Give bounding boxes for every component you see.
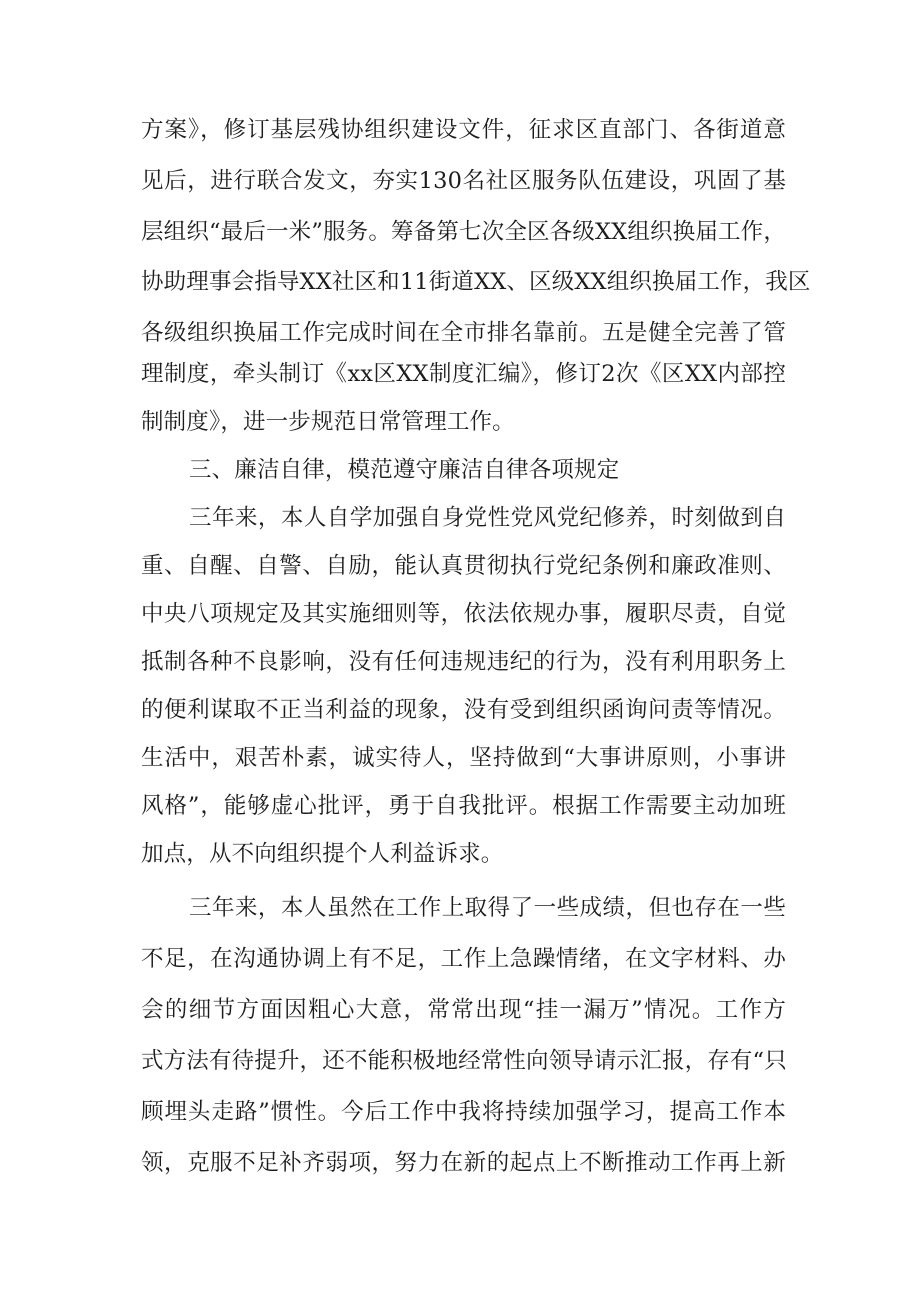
text-line: 重、自醒、自警、自励，能认真贯彻执行党纪条例和廉政准则、 [141, 553, 786, 579]
text-line: 式方法有待提升，还不能积极地经常性向领导请示汇报，存有“只 [141, 1048, 787, 1074]
text-line: 生活中，艰苦朴素，诚实待人，坚持做到“大事讲原则，小事讲 [141, 745, 786, 771]
text-line: 领，克服不足补齐弱项，努力在新的起点上不断推动工作再上新 [141, 1150, 786, 1176]
text-line: 协助理事会指导XX社区和11街道XX、区级XX组织换届工作，我区 [141, 269, 811, 295]
text-line: 中央八项规定及其实施细则等，依法依规办事，履职尽责，自觉 [141, 601, 786, 627]
paragraph-first-line: 三年来，本人虽然在工作上取得了一些成绩，但也存在一些 [189, 895, 786, 921]
text-line: 层组织“最后一米”服务。筹备第七次全区各级XX组织换届工作， [141, 219, 786, 245]
text-line: 各级组织换届工作完成时间在全市排名靠前。五是健全完善了管 [141, 320, 786, 346]
text-line: 的便利谋取不正当利益的现象，没有受到组织函询问责等情况。 [141, 697, 786, 723]
text-line: 理制度，牵头制订《xx区XX制度汇编》，修订2次《区XX内部控 [141, 361, 786, 387]
text-line: 抵制各种不良影响，没有任何违规违纪的行为，没有利用职务上 [141, 649, 786, 675]
section-heading: 三、廉洁自律，模范遵守廉洁自律各项规定 [189, 457, 620, 483]
paragraph-first-line: 三年来，本人自学加强自身党性党风党纪修养，时刻做到自 [189, 505, 786, 531]
text-line: 风格”，能够虚心批评，勇于自我批评。根据工作需要主动加班 [141, 793, 786, 819]
text-line: 方案》，修订基层残协组织建设文件，征求区直部门、各街道意 [141, 117, 786, 143]
text-line: 会的细节方面因粗心大意，常常出现“挂一漏万”情况。工作方 [141, 997, 786, 1023]
text-line: 见后，进行联合发文，夯实130名社区服务队伍建设，巩固了基 [141, 168, 786, 194]
text-line: 加点，从不向组织提个人利益诉求。 [141, 841, 504, 867]
text-line: 制制度》，进一步规范日常管理工作。 [141, 409, 515, 435]
text-line: 顾埋头走路”惯性。今后工作中我将持续加强学习，提高工作本 [141, 1099, 786, 1125]
text-line: 不足，在沟通协调上有不足，工作上急躁情绪，在文字材料、办 [141, 946, 786, 972]
